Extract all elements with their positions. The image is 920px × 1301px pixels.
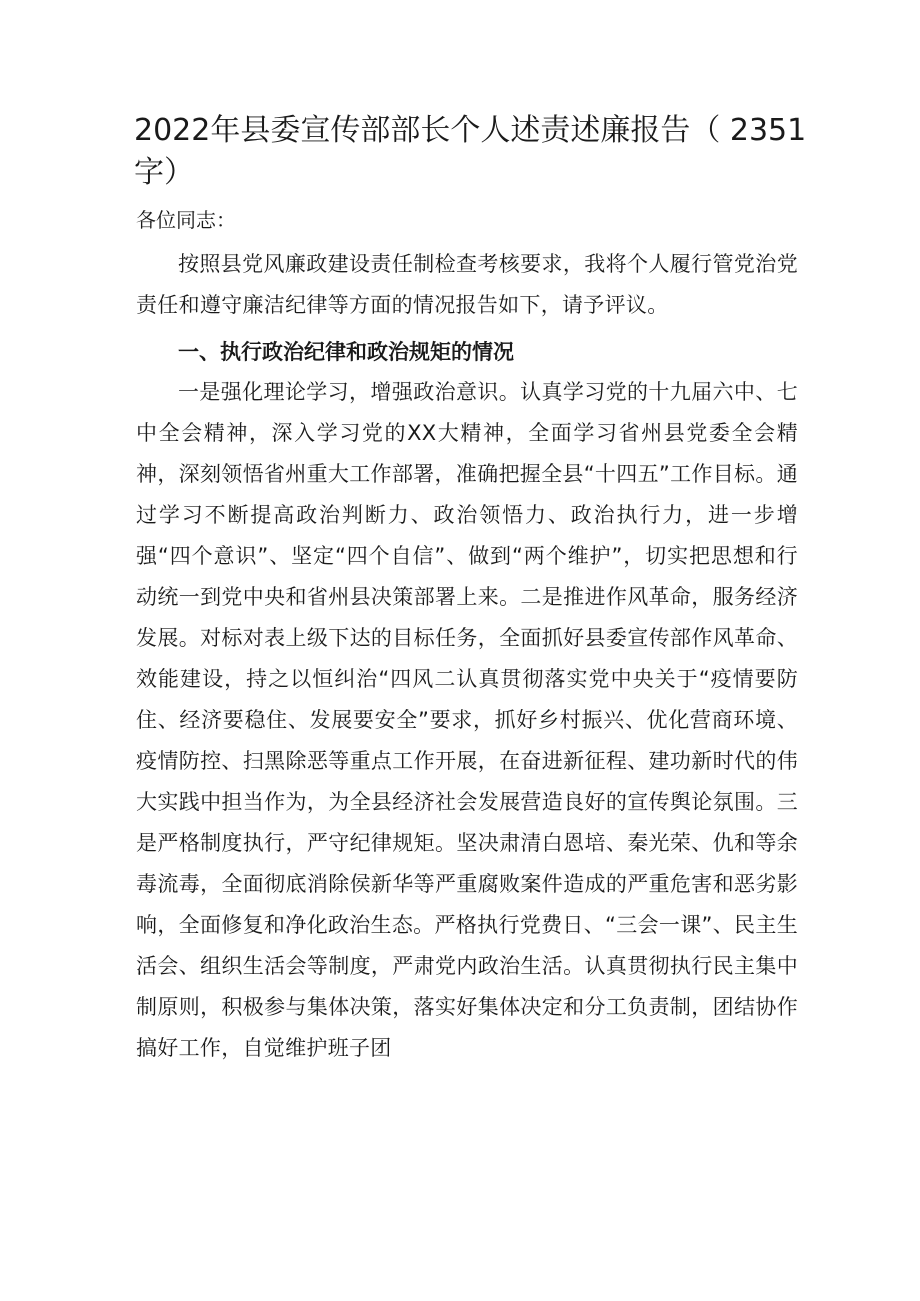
section-heading: 一、执行政治纪律和政治规矩的情况 (178, 340, 514, 364)
section-body-paragraph: 一是强化理论学习，增强政治意识。认真学习党的十九届六中、七中全会精神，深入学习党的XX大精神，全面学习省州县党委全会精神，深刻领悟省州重大工作部署，准确把握全县“十四五”工作目标。通过学习不断提高政治判断力、政治领悟力、政治执行力，进一步增强“四个意识”、坚定“四个自信”、做到“两个维护”，切实把思想和行动统一到党中央和省州县决策部署上来。二是推进作风革命，服务经济发展。对标对表上级下达的目标任务，全面抓好县委宣传部作风革命、效能建设，持之以恒纠治“四风二认真贯彻落实党中央关于“疫情要防住、经济要稳住、发展要安全”要求，抓好乡村振兴、优化营商环境、疫情防控、扫黑除恶等重点工作开展，在奋进新征程、建功新时代的伟大实践中担当作为，为全县经济社会发展营造良好的宣传舆论氛围。三是严格制度执行，严守纪律规矩。坚决肃清白恩培、秦光荣、仇和等余毒流毒，全面彻底消除侯新华等严重腐败案件造成的严重危害和恶劣影响，全面修复和净化政治生态。严格执行党费日、“三会一课”、民主生活会、组织生活会等制度，严肃党内政治生活。认真贯彻执行民主集中制原则，积极参与集体决策，落实好集体决定和分工负责制，团结协作搞好工作，自觉维护班子团 (136, 380, 798, 1060)
intro-paragraph: 按照县党风廉政建设责任制检查考核要求，我将个人履行管党治党责任和遵守廉洁纪律等方面的情况报告如下，请予评议。 (136, 252, 798, 317)
salutation: 各位同志： (136, 208, 236, 232)
document-title: 2022年县委宣传部部长个人述责述廉报告（ 2351字） (134, 113, 807, 190)
